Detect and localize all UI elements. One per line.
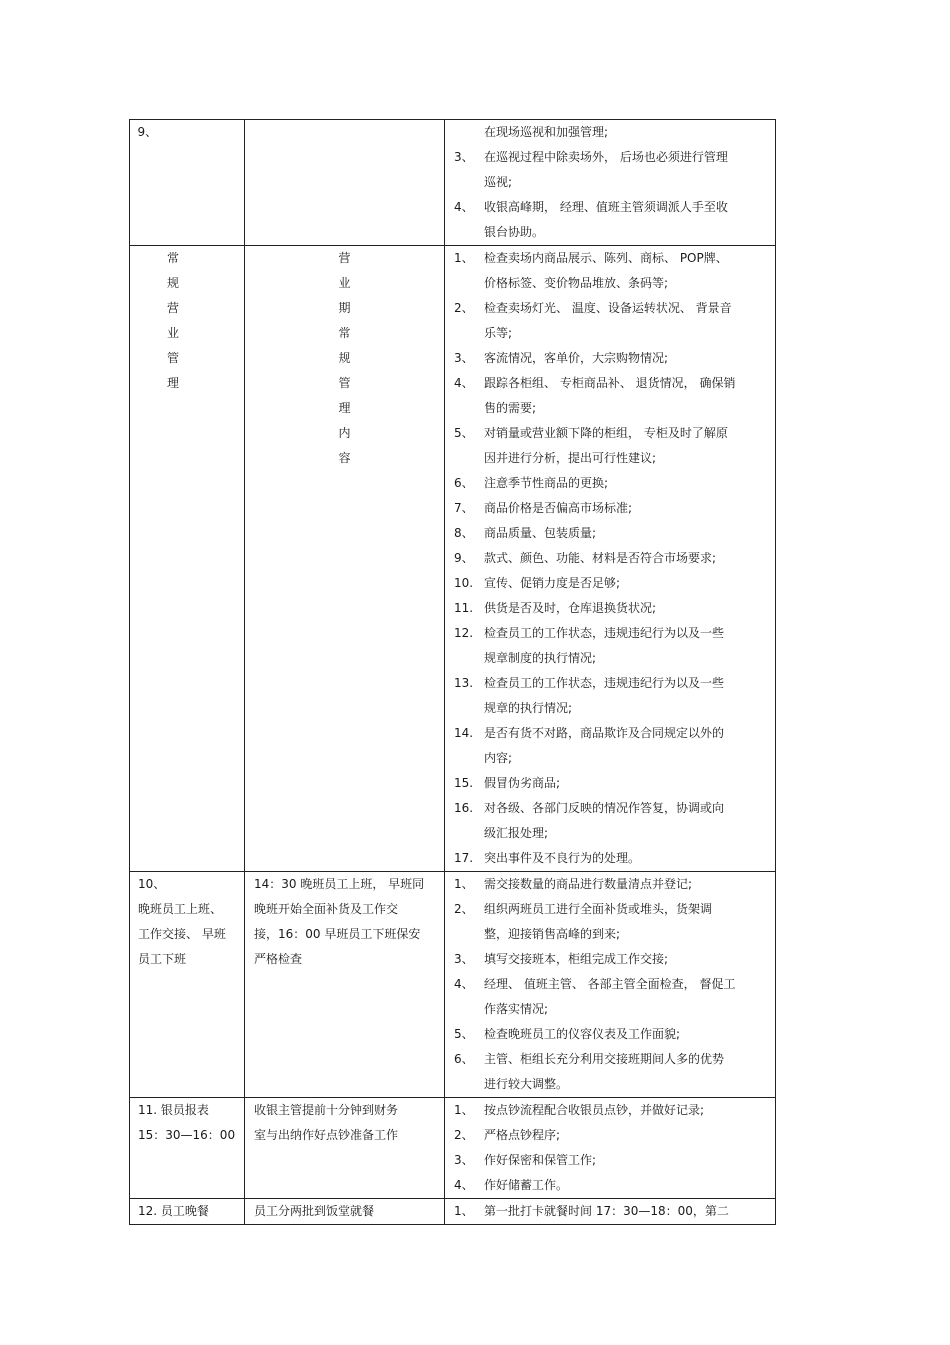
requirement-text: 客流情况，客单价，大宗购物情况; bbox=[484, 351, 669, 365]
requirement-item bbox=[445, 296, 775, 321]
vertical-char: 容 bbox=[338, 451, 351, 465]
cell-item bbox=[130, 1199, 245, 1225]
requirement-number: 1、 bbox=[454, 251, 474, 265]
cell-item bbox=[130, 872, 245, 1098]
requirement-number: 1、 bbox=[454, 1204, 474, 1218]
requirement-text: 作好储蓄工作。 bbox=[484, 1178, 569, 1192]
vertical-char: 理 bbox=[338, 401, 351, 415]
requirement-number: 11. bbox=[454, 601, 474, 615]
requirement-item: 在现场巡视和加强管理; bbox=[484, 125, 609, 139]
vertical-char: 期 bbox=[338, 301, 351, 315]
requirement-text: 主管、柜组长充分利用交接班期间人多的优势 bbox=[484, 1052, 725, 1066]
requirement-text: 作好保密和保管工作; bbox=[484, 1153, 597, 1167]
requirement-text: 检查员工的工作状态，违规违纪行为以及一些 bbox=[484, 626, 725, 640]
vertical-char: 规 bbox=[338, 351, 351, 365]
requirement-number: 5、 bbox=[454, 1027, 474, 1041]
time-content-line: 收银主管提前十分钟到财务 bbox=[254, 1103, 399, 1117]
requirement-item bbox=[445, 1148, 775, 1173]
requirement-text-cont: 规章制度的执行情况; bbox=[484, 651, 597, 665]
requirement-text-cont: 乐等; bbox=[484, 326, 513, 340]
requirement-item bbox=[445, 771, 775, 796]
requirement-text: 需交接数量的商品进行数量清点并登记; bbox=[484, 877, 693, 891]
requirement-text: 严格点钞程序; bbox=[484, 1128, 561, 1142]
requirement-number: 9、 bbox=[454, 551, 474, 565]
cell-requirements bbox=[445, 1098, 776, 1199]
requirement-number: 2、 bbox=[454, 902, 474, 916]
requirement-number: 16. bbox=[454, 801, 474, 815]
requirement-number: 8、 bbox=[454, 526, 474, 540]
cell-requirements bbox=[445, 872, 776, 1098]
requirement-number: 3、 bbox=[454, 150, 474, 164]
requirement-number: 4、 bbox=[454, 1178, 474, 1192]
requirement-item bbox=[445, 546, 775, 571]
time-content-line: 员工分两批到饭堂就餐 bbox=[254, 1204, 375, 1218]
table-row bbox=[130, 872, 776, 1098]
requirement-number: 6、 bbox=[454, 476, 474, 490]
requirement-text-cont: 巡视; bbox=[484, 175, 513, 189]
requirement-text: 商品质量、包装质量; bbox=[484, 526, 597, 540]
requirement-item bbox=[445, 1123, 775, 1148]
requirement-text-cont: 规章的执行情况; bbox=[484, 701, 573, 715]
vertical-char: 业 bbox=[166, 326, 179, 340]
requirement-text: 检查员工的工作状态，违规违纪行为以及一些 bbox=[484, 676, 725, 690]
requirement-text-cont: 银台协助。 bbox=[484, 225, 545, 239]
cell-time-content bbox=[245, 872, 445, 1098]
requirement-number: 17. bbox=[454, 851, 474, 865]
item-title-line: 工作交接、 早班 bbox=[138, 927, 226, 941]
requirement-number: 4、 bbox=[454, 200, 474, 214]
item-title-line: 晚班员工上班、 bbox=[138, 902, 223, 916]
requirement-number: 14. bbox=[454, 726, 474, 740]
item-title-line: 15：30—16：00 bbox=[138, 1128, 236, 1142]
requirement-text: 宣传、促销力度是否足够; bbox=[484, 576, 621, 590]
cell-requirements bbox=[445, 120, 776, 246]
requirement-item bbox=[445, 496, 775, 521]
requirement-text: 检查卖场灯光、 温度、设备运转状况、 背景音 bbox=[484, 301, 732, 315]
time-content-line: 晚班开始全面补货及工作交 bbox=[254, 902, 399, 916]
requirement-item bbox=[445, 346, 775, 371]
cell-time-content bbox=[245, 1199, 445, 1225]
requirement-number: 1、 bbox=[454, 877, 474, 891]
requirement-text: 检查晚班员工的仪容仪表及工作面貌; bbox=[484, 1027, 681, 1041]
requirement-text: 对各级、各部门反映的情况作答复，协调或向 bbox=[484, 801, 725, 815]
requirement-number: 12. bbox=[454, 626, 474, 640]
requirement-number: 6、 bbox=[454, 1052, 474, 1066]
requirement-text: 填写交接班本，柜组完成工作交接; bbox=[484, 952, 669, 966]
vertical-char: 营 bbox=[166, 301, 179, 315]
requirement-text-cont: 价格标签、变价物品堆放、条码等; bbox=[484, 276, 669, 290]
requirement-item bbox=[445, 571, 775, 596]
item-title-line: 12. 员工晚餐 bbox=[138, 1204, 209, 1218]
requirement-number: 4、 bbox=[454, 977, 474, 991]
requirement-item bbox=[445, 195, 775, 220]
table-row bbox=[130, 1199, 776, 1225]
requirement-text: 供货是否及时，仓库退换货状况; bbox=[484, 601, 657, 615]
requirement-item bbox=[445, 796, 775, 821]
vertical-char: 管 bbox=[166, 351, 179, 365]
requirement-text: 是否有货不对路，商品欺诈及合同规定以外的 bbox=[484, 726, 725, 740]
time-content-line: 严格检查 bbox=[254, 952, 303, 966]
requirement-number: 3、 bbox=[454, 1153, 474, 1167]
vertical-char: 常 bbox=[338, 326, 351, 340]
requirement-text-cont: 因并进行分析，提出可行性建议; bbox=[484, 451, 657, 465]
requirement-text-cont: 内容; bbox=[484, 751, 513, 765]
requirement-item bbox=[445, 421, 775, 446]
requirement-text: 检查卖场内商品展示、陈列、商标、 POP牌、 bbox=[484, 251, 728, 265]
requirement-text: 跟踪各柜组、 专柜商品补、 退货情况， 确保销 bbox=[484, 376, 736, 390]
requirement-item bbox=[445, 1199, 775, 1224]
requirement-number: 13. bbox=[454, 676, 474, 690]
requirement-number: 10. bbox=[454, 576, 474, 590]
requirement-text: 收银高峰期， 经理、值班主管须调派人手至收 bbox=[484, 200, 728, 214]
requirement-number: 7、 bbox=[454, 501, 474, 515]
requirement-text: 商品价格是否偏高市场标准; bbox=[484, 501, 633, 515]
requirement-item bbox=[445, 846, 775, 871]
table-body bbox=[130, 120, 776, 1225]
requirement-number: 15. bbox=[454, 776, 474, 790]
table-row bbox=[130, 246, 776, 872]
item-number: 9、 bbox=[137, 124, 158, 139]
cell-time-content bbox=[245, 246, 445, 872]
requirement-text: 组织两班员工进行全面补货或堆头，货架调 bbox=[484, 902, 713, 916]
requirement-item bbox=[445, 872, 775, 897]
cell-requirements bbox=[445, 246, 776, 872]
vertical-char: 营 bbox=[338, 251, 351, 265]
vertical-char: 业 bbox=[338, 276, 351, 290]
requirement-item bbox=[445, 596, 775, 621]
requirement-item bbox=[445, 471, 775, 496]
requirement-number: 5、 bbox=[454, 426, 474, 440]
vertical-text bbox=[245, 246, 444, 471]
vertical-char: 常 bbox=[166, 251, 179, 265]
document-table bbox=[129, 119, 776, 1225]
requirement-item bbox=[445, 1022, 775, 1047]
requirement-number: 1、 bbox=[454, 1103, 474, 1117]
requirement-item bbox=[445, 1098, 775, 1123]
requirement-text-cont: 售的需要; bbox=[484, 401, 537, 415]
vertical-char: 内 bbox=[338, 426, 351, 440]
requirement-item bbox=[445, 371, 775, 396]
requirement-text-cont: 作落实情况; bbox=[484, 1002, 549, 1016]
requirement-text: 对销量或营业额下降的柜组， 专柜及时了解原 bbox=[484, 426, 728, 440]
requirement-item bbox=[445, 1173, 775, 1198]
vertical-char: 管 bbox=[338, 376, 351, 390]
table-row bbox=[130, 1098, 776, 1199]
vertical-text bbox=[130, 246, 216, 396]
item-title-line: 11. 银员报表 bbox=[138, 1103, 209, 1117]
requirement-text: 第一批打卡就餐时间 17：30—18：00，第二 bbox=[484, 1204, 729, 1218]
requirement-number: 2、 bbox=[454, 301, 474, 315]
item-title-line: 员工下班 bbox=[138, 952, 187, 966]
requirement-item bbox=[445, 972, 775, 997]
requirement-item bbox=[445, 621, 775, 646]
vertical-char: 规 bbox=[166, 276, 179, 290]
requirement-text: 按点钞流程配合收银员点钞，并做好记录; bbox=[484, 1103, 705, 1117]
requirement-number: 4、 bbox=[454, 376, 474, 390]
requirement-text: 假冒伪劣商品; bbox=[484, 776, 561, 790]
cell-item bbox=[130, 1098, 245, 1199]
requirement-item bbox=[445, 721, 775, 746]
requirement-text-cont: 进行较大调整。 bbox=[484, 1077, 569, 1091]
requirement-text: 注意季节性商品的更换; bbox=[484, 476, 609, 490]
requirement-item bbox=[445, 1047, 775, 1072]
requirement-number: 2、 bbox=[454, 1128, 474, 1142]
vertical-char: 理 bbox=[166, 376, 179, 390]
requirement-item bbox=[445, 521, 775, 546]
requirement-item bbox=[445, 671, 775, 696]
requirement-item bbox=[445, 947, 775, 972]
cell-time-content bbox=[245, 1098, 445, 1199]
cell-time-content bbox=[245, 120, 445, 246]
requirement-text: 突出事件及不良行为的处理。 bbox=[484, 851, 641, 865]
requirement-number: 3、 bbox=[454, 952, 474, 966]
requirement-text: 经理、 值班主管、 各部主管全面检查， 督促工 bbox=[484, 977, 736, 991]
requirement-text-cont: 整，迎接销售高峰的到来; bbox=[484, 927, 621, 941]
requirement-text: 款式、颜色、功能、材料是否符合市场要求; bbox=[484, 551, 717, 565]
table-row bbox=[130, 120, 776, 246]
time-content-line: 14：30 晚班员工上班， 早班同 bbox=[254, 877, 425, 891]
cell-item bbox=[130, 124, 245, 872]
requirement-number: 3、 bbox=[454, 351, 474, 365]
requirement-item bbox=[445, 145, 775, 170]
requirement-item bbox=[445, 246, 775, 271]
requirement-text-cont: 级汇报处理; bbox=[484, 826, 549, 840]
requirement-item bbox=[445, 897, 775, 922]
cell-requirements bbox=[445, 1199, 776, 1225]
time-content-line: 接，16：00 早班员工下班保安 bbox=[254, 927, 421, 941]
time-content-line: 室与出纳作好点钞准备工作 bbox=[254, 1128, 399, 1142]
requirement-text: 在巡视过程中除卖场外， 后场也必须进行管理 bbox=[484, 150, 728, 164]
item-title-line: 10、 bbox=[138, 877, 166, 891]
